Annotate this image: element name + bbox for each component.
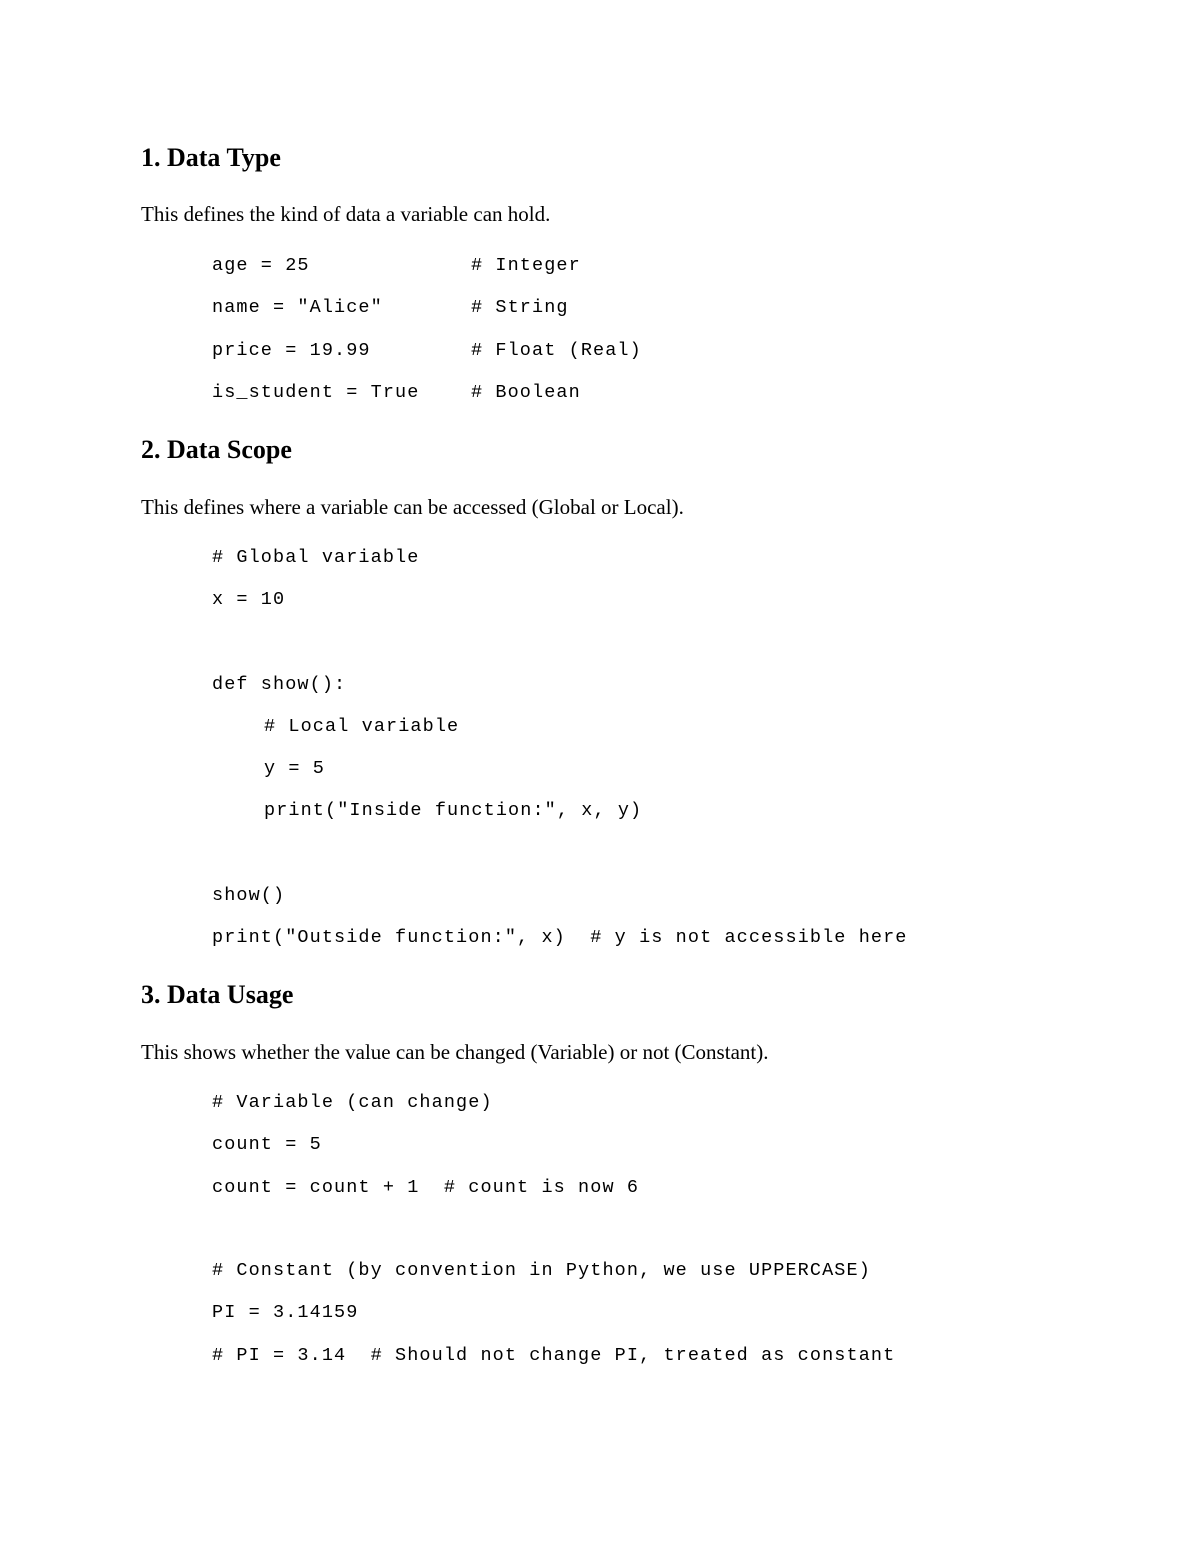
code-line: y = 5 <box>264 758 326 779</box>
code-line: is_student = True <box>212 382 420 403</box>
code-line: # Local variable <box>264 716 460 737</box>
section-3-heading: 3. Data Usage <box>141 980 294 1009</box>
code-line: name = "Alice" <box>212 297 383 318</box>
code-comment: # Float (Real) <box>471 340 642 361</box>
code-line: x = 10 <box>212 589 286 610</box>
code-line: count = 5 <box>212 1134 322 1155</box>
code-line: # Constant (by convention in Python, we use UPPERCASE) <box>212 1260 871 1281</box>
code-line: print("Outside function:", x) # y is not accessible here <box>212 927 908 948</box>
code-line: PI = 3.14159 <box>212 1302 359 1323</box>
code-line: # PI = 3.14 # Should not change PI, treated as constant <box>212 1345 896 1366</box>
code-line: print("Inside function:", x, y) <box>264 800 643 821</box>
code-line: # Global variable <box>212 547 420 568</box>
code-line: count = count + 1 # count is now 6 <box>212 1177 640 1198</box>
code-line: def show(): <box>212 674 347 695</box>
section-2-heading: 2. Data Scope <box>141 435 292 464</box>
code-line: # Variable (can change) <box>212 1092 493 1113</box>
code-comment: # Integer <box>471 255 581 276</box>
section-2-description: This defines where a variable can be accessed (Global or Local). <box>141 495 684 519</box>
section-1-heading: 1. Data Type <box>141 143 281 172</box>
code-comment: # String <box>471 297 569 318</box>
code-line: age = 25 <box>212 255 310 276</box>
code-line: show() <box>212 885 286 906</box>
code-line: price = 19.99 <box>212 340 371 361</box>
section-3-description: This shows whether the value can be changed (Variable) or not (Constant). <box>141 1040 769 1064</box>
section-1-description: This defines the kind of data a variable can hold. <box>141 202 551 226</box>
code-comment: # Boolean <box>471 382 581 403</box>
